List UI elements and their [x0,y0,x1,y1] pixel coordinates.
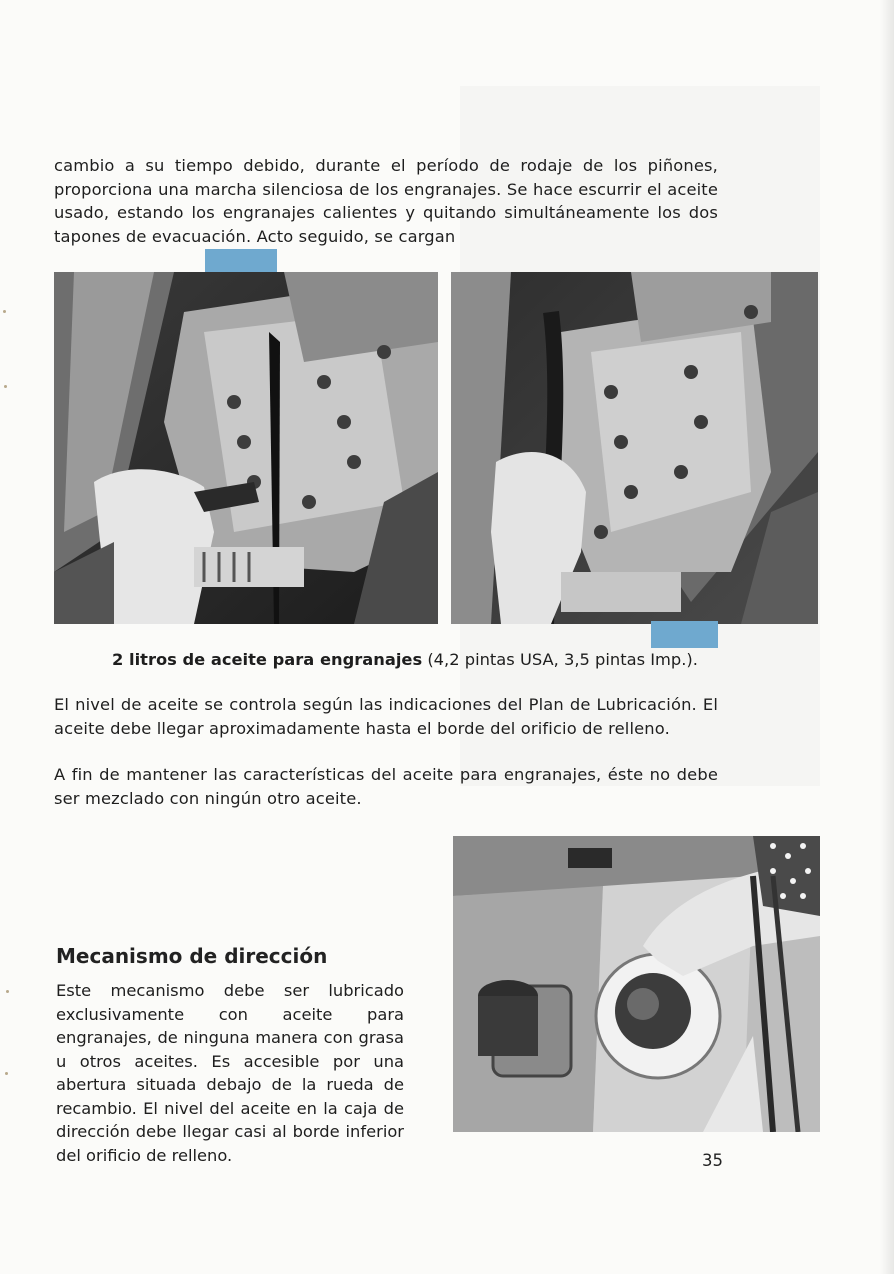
paper-speck [4,385,7,388]
page-number: 35 [702,1151,723,1170]
paper-speck [5,1072,8,1075]
paragraph-oil-change: cambio a su tiempo debido, durante el período de rodaje de los piñones, proporciona una marcha silenciosa de los engranajes. Se hace escurrir el aceite usado, estando los engranajes calientes y quitando simultáneamente los dos tapones de evacuación. Acto seguido, se cargan [54,156,718,246]
gearbox-filler-plug-photo [451,272,818,624]
paper-speck [3,310,6,313]
paper-speck [6,990,9,993]
page-edge-shadow [880,0,894,1274]
caption-bold-part: 2 litros de aceite para engranajes [112,650,423,669]
paragraph-oil-level: El nivel de aceite se controla según las indicaciones del Plan de Lubricación. El aceite debe llegar aproximadamente hasta el borde del orificio de relleno. [54,695,718,738]
blue-accent-tab-bottom [651,621,718,648]
figure-caption [112,649,732,671]
caption-regular-part: (4,2 pintas USA, 3,5 pintas Imp.). [422,650,698,669]
paragraph-oil-characteristics: A fin de mantener las características del aceite para engranajes, éste no debe ser mezclado con ningún otro aceite. [54,765,718,808]
paragraph-steering: Este mecanismo debe ser lubricado exclusivamente con aceite para engranajes, de ninguna manera con grasa u otros aceites. Es accesible por una abertura situada debajo de la rueda de recambio. El nivel del aceite en la caja de dirección debe llegar casi al borde inferior del orificio de relleno. [56,981,404,1165]
gearbox-drain-plug-photo [54,272,438,624]
section-heading-steering: Mecanismo de dirección [56,944,328,968]
blue-accent-tab-top [205,249,277,273]
steering-box-filler-photo [453,836,820,1132]
